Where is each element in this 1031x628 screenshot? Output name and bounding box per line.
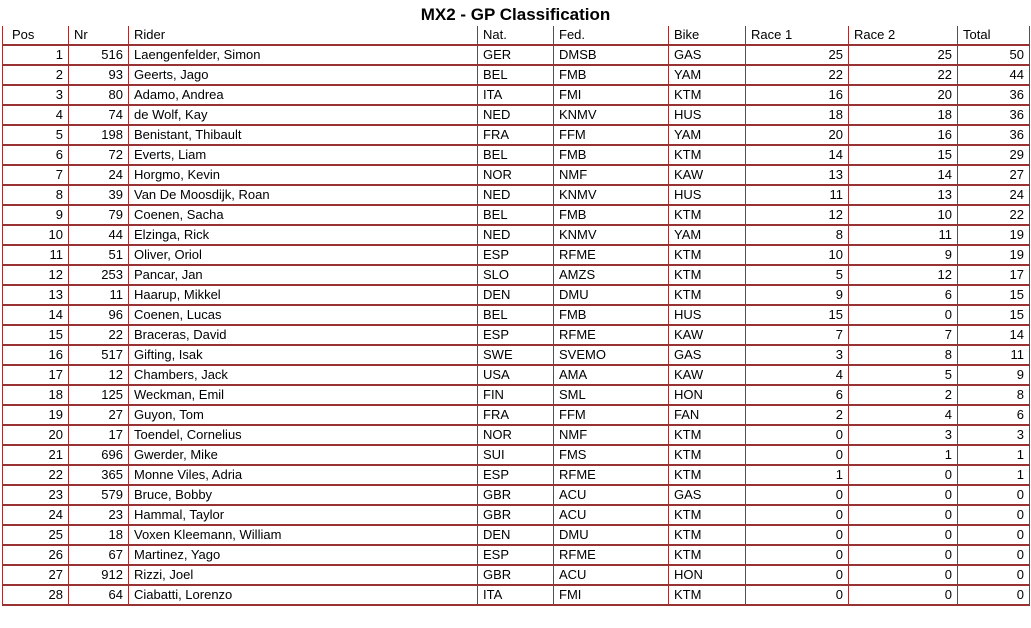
table-row	[3, 405, 1030, 425]
cell-total: 36	[958, 85, 1030, 105]
cell-race1: 22	[746, 65, 849, 85]
cell-rider: Rizzi, Joel	[129, 565, 478, 585]
cell-race2: 0	[849, 305, 958, 325]
cell-nat: DEN	[478, 525, 554, 545]
cell-total: 19	[958, 245, 1030, 265]
cell-race2: 18	[849, 105, 958, 125]
cell-rider: Oliver, Oriol	[129, 245, 478, 265]
cell-race1: 15	[746, 305, 849, 325]
cell-race1: 12	[746, 205, 849, 225]
cell-total: 36	[958, 105, 1030, 125]
cell-bike: KTM	[669, 145, 746, 165]
cell-nr: 198	[69, 125, 129, 145]
cell-fed: NMF	[554, 425, 669, 445]
cell-race2: 1	[849, 445, 958, 465]
cell-pos: 3	[3, 85, 69, 105]
table-row	[3, 165, 1030, 185]
cell-race1: 16	[746, 85, 849, 105]
cell-fed: RFME	[554, 325, 669, 345]
cell-fed: KNMV	[554, 225, 669, 245]
cell-fed: KNMV	[554, 105, 669, 125]
cell-nat: ITA	[478, 85, 554, 105]
cell-race1: 11	[746, 185, 849, 205]
cell-rider: Gwerder, Mike	[129, 445, 478, 465]
cell-pos: 28	[3, 585, 69, 605]
cell-race1: 9	[746, 285, 849, 305]
cell-total: 0	[958, 585, 1030, 605]
cell-rider: Ciabatti, Lorenzo	[129, 585, 478, 605]
cell-pos: 12	[3, 265, 69, 285]
cell-pos: 15	[3, 325, 69, 345]
cell-fed: FMI	[554, 585, 669, 605]
cell-race2: 25	[849, 45, 958, 65]
cell-bike: KTM	[669, 205, 746, 225]
cell-bike: HON	[669, 565, 746, 585]
cell-pos: 21	[3, 445, 69, 465]
cell-race2: 8	[849, 345, 958, 365]
table-row	[3, 225, 1030, 245]
cell-bike: KAW	[669, 165, 746, 185]
cell-race1: 20	[746, 125, 849, 145]
cell-rider: Laengenfelder, Simon	[129, 45, 478, 65]
table-row	[3, 525, 1030, 545]
cell-bike: KTM	[669, 525, 746, 545]
cell-total: 14	[958, 325, 1030, 345]
column-header-rider: Rider	[129, 26, 478, 45]
cell-race1: 0	[746, 585, 849, 605]
cell-total: 36	[958, 125, 1030, 145]
cell-fed: DMU	[554, 285, 669, 305]
cell-fed: ACU	[554, 565, 669, 585]
cell-fed: KNMV	[554, 185, 669, 205]
cell-bike: KAW	[669, 325, 746, 345]
column-header-race2: Race 2	[849, 26, 958, 45]
cell-race2: 0	[849, 485, 958, 505]
cell-rider: Benistant, Thibault	[129, 125, 478, 145]
cell-total: 29	[958, 145, 1030, 165]
cell-rider: Voxen Kleemann, William	[129, 525, 478, 545]
cell-total: 6	[958, 405, 1030, 425]
column-header-nr: Nr	[69, 26, 129, 45]
cell-bike: KTM	[669, 445, 746, 465]
cell-nr: 517	[69, 345, 129, 365]
cell-fed: FMI	[554, 85, 669, 105]
cell-pos: 2	[3, 65, 69, 85]
table-row	[3, 545, 1030, 565]
cell-fed: SML	[554, 385, 669, 405]
cell-race1: 0	[746, 505, 849, 525]
cell-total: 17	[958, 265, 1030, 285]
cell-nr: 516	[69, 45, 129, 65]
cell-race2: 13	[849, 185, 958, 205]
cell-nr: 912	[69, 565, 129, 585]
cell-pos: 10	[3, 225, 69, 245]
cell-nat: USA	[478, 365, 554, 385]
cell-pos: 9	[3, 205, 69, 225]
cell-bike: KTM	[669, 245, 746, 265]
cell-nr: 39	[69, 185, 129, 205]
cell-race2: 12	[849, 265, 958, 285]
table-row	[3, 445, 1030, 465]
classification-table	[2, 26, 1030, 606]
table-row	[3, 105, 1030, 125]
cell-nat: NED	[478, 105, 554, 125]
cell-race1: 0	[746, 445, 849, 465]
cell-nat: DEN	[478, 285, 554, 305]
cell-race1: 0	[746, 525, 849, 545]
cell-race2: 5	[849, 365, 958, 385]
cell-race1: 0	[746, 485, 849, 505]
cell-nat: GER	[478, 45, 554, 65]
cell-nat: NED	[478, 185, 554, 205]
cell-nr: 365	[69, 465, 129, 485]
table-row	[3, 385, 1030, 405]
cell-race2: 16	[849, 125, 958, 145]
cell-total: 19	[958, 225, 1030, 245]
cell-total: 0	[958, 545, 1030, 565]
cell-nat: GBR	[478, 485, 554, 505]
cell-bike: KTM	[669, 465, 746, 485]
cell-nat: BEL	[478, 145, 554, 165]
cell-fed: ACU	[554, 485, 669, 505]
header-row	[3, 26, 1030, 45]
cell-rider: Braceras, David	[129, 325, 478, 345]
cell-rider: Toendel, Cornelius	[129, 425, 478, 445]
cell-nr: 696	[69, 445, 129, 465]
cell-pos: 8	[3, 185, 69, 205]
table-row	[3, 345, 1030, 365]
cell-rider: Weckman, Emil	[129, 385, 478, 405]
cell-total: 50	[958, 45, 1030, 65]
cell-total: 1	[958, 445, 1030, 465]
cell-pos: 5	[3, 125, 69, 145]
cell-fed: FMB	[554, 65, 669, 85]
cell-pos: 26	[3, 545, 69, 565]
cell-race2: 0	[849, 465, 958, 485]
cell-nat: GBR	[478, 505, 554, 525]
cell-bike: HON	[669, 385, 746, 405]
cell-race2: 10	[849, 205, 958, 225]
cell-race2: 14	[849, 165, 958, 185]
table-row	[3, 85, 1030, 105]
cell-fed: AMA	[554, 365, 669, 385]
table-row	[3, 305, 1030, 325]
column-header-race1: Race 1	[746, 26, 849, 45]
table-row	[3, 285, 1030, 305]
cell-nr: 253	[69, 265, 129, 285]
cell-race1: 10	[746, 245, 849, 265]
cell-fed: NMF	[554, 165, 669, 185]
cell-total: 0	[958, 525, 1030, 545]
cell-nr: 22	[69, 325, 129, 345]
cell-rider: Monne Viles, Adria	[129, 465, 478, 485]
cell-pos: 27	[3, 565, 69, 585]
cell-nr: 27	[69, 405, 129, 425]
cell-nr: 79	[69, 205, 129, 225]
cell-bike: KTM	[669, 545, 746, 565]
cell-race2: 0	[849, 585, 958, 605]
cell-fed: FMB	[554, 205, 669, 225]
cell-nat: NED	[478, 225, 554, 245]
cell-race1: 1	[746, 465, 849, 485]
cell-nat: FRA	[478, 405, 554, 425]
cell-fed: RFME	[554, 465, 669, 485]
cell-rider: Gifting, Isak	[129, 345, 478, 365]
cell-nat: FIN	[478, 385, 554, 405]
cell-rider: Geerts, Jago	[129, 65, 478, 85]
cell-fed: AMZS	[554, 265, 669, 285]
cell-total: 24	[958, 185, 1030, 205]
cell-rider: Chambers, Jack	[129, 365, 478, 385]
cell-total: 0	[958, 565, 1030, 585]
cell-nat: ESP	[478, 325, 554, 345]
cell-nat: SUI	[478, 445, 554, 465]
cell-race2: 0	[849, 545, 958, 565]
cell-bike: KTM	[669, 585, 746, 605]
column-header-fed: Fed.	[554, 26, 669, 45]
cell-nat: GBR	[478, 565, 554, 585]
cell-bike: GAS	[669, 345, 746, 365]
cell-nr: 12	[69, 365, 129, 385]
cell-fed: DMSB	[554, 45, 669, 65]
cell-rider: Coenen, Sacha	[129, 205, 478, 225]
results-tbody	[3, 45, 1030, 605]
column-header-bike: Bike	[669, 26, 746, 45]
cell-race1: 2	[746, 405, 849, 425]
table-row	[3, 65, 1030, 85]
cell-bike: GAS	[669, 485, 746, 505]
cell-race1: 6	[746, 385, 849, 405]
cell-nr: 67	[69, 545, 129, 565]
cell-nr: 579	[69, 485, 129, 505]
cell-nr: 17	[69, 425, 129, 445]
cell-pos: 13	[3, 285, 69, 305]
cell-total: 15	[958, 285, 1030, 305]
cell-rider: de Wolf, Kay	[129, 105, 478, 125]
cell-bike: YAM	[669, 125, 746, 145]
table-row	[3, 205, 1030, 225]
cell-total: 8	[958, 385, 1030, 405]
column-header-nat: Nat.	[478, 26, 554, 45]
table-row	[3, 325, 1030, 345]
cell-race2: 0	[849, 505, 958, 525]
cell-race2: 3	[849, 425, 958, 445]
table-row	[3, 45, 1030, 65]
cell-nat: NOR	[478, 425, 554, 445]
cell-nat: BEL	[478, 305, 554, 325]
cell-total: 0	[958, 505, 1030, 525]
cell-nat: ESP	[478, 465, 554, 485]
cell-bike: YAM	[669, 65, 746, 85]
cell-rider: Martinez, Yago	[129, 545, 478, 565]
cell-rider: Haarup, Mikkel	[129, 285, 478, 305]
cell-fed: RFME	[554, 245, 669, 265]
cell-pos: 14	[3, 305, 69, 325]
cell-nat: ESP	[478, 545, 554, 565]
cell-pos: 7	[3, 165, 69, 185]
cell-fed: FMB	[554, 305, 669, 325]
cell-pos: 22	[3, 465, 69, 485]
cell-fed: RFME	[554, 545, 669, 565]
cell-rider: Adamo, Andrea	[129, 85, 478, 105]
cell-race1: 7	[746, 325, 849, 345]
cell-rider: Guyon, Tom	[129, 405, 478, 425]
cell-bike: KTM	[669, 265, 746, 285]
cell-race1: 0	[746, 565, 849, 585]
cell-rider: Van De Moosdijk, Roan	[129, 185, 478, 205]
table-row	[3, 365, 1030, 385]
cell-bike: HUS	[669, 105, 746, 125]
cell-nat: ESP	[478, 245, 554, 265]
table-row	[3, 505, 1030, 525]
cell-rider: Pancar, Jan	[129, 265, 478, 285]
cell-fed: SVEMO	[554, 345, 669, 365]
cell-race2: 4	[849, 405, 958, 425]
cell-total: 22	[958, 205, 1030, 225]
cell-race1: 0	[746, 425, 849, 445]
cell-pos: 11	[3, 245, 69, 265]
cell-total: 11	[958, 345, 1030, 365]
cell-nr: 23	[69, 505, 129, 525]
cell-nr: 11	[69, 285, 129, 305]
cell-pos: 24	[3, 505, 69, 525]
cell-fed: DMU	[554, 525, 669, 545]
cell-total: 3	[958, 425, 1030, 445]
cell-nr: 24	[69, 165, 129, 185]
table-row	[3, 465, 1030, 485]
cell-nat: ITA	[478, 585, 554, 605]
cell-race1: 8	[746, 225, 849, 245]
cell-bike: YAM	[669, 225, 746, 245]
cell-race2: 9	[849, 245, 958, 265]
cell-nat: SWE	[478, 345, 554, 365]
table-row	[3, 245, 1030, 265]
cell-nr: 51	[69, 245, 129, 265]
cell-pos: 16	[3, 345, 69, 365]
cell-race1: 18	[746, 105, 849, 125]
cell-rider: Bruce, Bobby	[129, 485, 478, 505]
table-row	[3, 145, 1030, 165]
cell-rider: Elzinga, Rick	[129, 225, 478, 245]
cell-nr: 18	[69, 525, 129, 545]
cell-bike: KTM	[669, 425, 746, 445]
cell-bike: KTM	[669, 505, 746, 525]
cell-fed: FFM	[554, 405, 669, 425]
cell-bike: KTM	[669, 285, 746, 305]
cell-race2: 2	[849, 385, 958, 405]
cell-nr: 125	[69, 385, 129, 405]
cell-race1: 4	[746, 365, 849, 385]
cell-total: 15	[958, 305, 1030, 325]
cell-total: 9	[958, 365, 1030, 385]
cell-pos: 17	[3, 365, 69, 385]
cell-race1: 13	[746, 165, 849, 185]
table-row	[3, 585, 1030, 605]
cell-bike: KTM	[669, 85, 746, 105]
cell-nr: 72	[69, 145, 129, 165]
cell-bike: KAW	[669, 365, 746, 385]
cell-race2: 0	[849, 565, 958, 585]
cell-nr: 64	[69, 585, 129, 605]
cell-bike: FAN	[669, 405, 746, 425]
cell-pos: 23	[3, 485, 69, 505]
cell-pos: 1	[3, 45, 69, 65]
cell-rider: Horgmo, Kevin	[129, 165, 478, 185]
cell-fed: FMB	[554, 145, 669, 165]
table-row	[3, 425, 1030, 445]
cell-bike: HUS	[669, 305, 746, 325]
column-header-total: Total	[958, 26, 1030, 45]
cell-fed: ACU	[554, 505, 669, 525]
page-title: MX2 - GP Classification	[420, 5, 611, 24]
cell-rider: Hammal, Taylor	[129, 505, 478, 525]
table-row	[3, 265, 1030, 285]
cell-nr: 96	[69, 305, 129, 325]
cell-race2: 22	[849, 65, 958, 85]
cell-race1: 14	[746, 145, 849, 165]
column-header-pos: Pos	[3, 26, 69, 45]
cell-race1: 0	[746, 545, 849, 565]
table-row	[3, 565, 1030, 585]
cell-rider: Coenen, Lucas	[129, 305, 478, 325]
cell-pos: 19	[3, 405, 69, 425]
cell-race1: 3	[746, 345, 849, 365]
cell-nat: BEL	[478, 65, 554, 85]
cell-total: 0	[958, 485, 1030, 505]
cell-race1: 5	[746, 265, 849, 285]
cell-nat: FRA	[478, 125, 554, 145]
cell-fed: FMS	[554, 445, 669, 465]
cell-total: 1	[958, 465, 1030, 485]
cell-nr: 44	[69, 225, 129, 245]
cell-nr: 74	[69, 105, 129, 125]
cell-pos: 25	[3, 525, 69, 545]
table-row	[3, 125, 1030, 145]
cell-pos: 4	[3, 105, 69, 125]
cell-race2: 6	[849, 285, 958, 305]
cell-race2: 15	[849, 145, 958, 165]
cell-nat: NOR	[478, 165, 554, 185]
cell-pos: 18	[3, 385, 69, 405]
cell-total: 27	[958, 165, 1030, 185]
cell-race1: 25	[746, 45, 849, 65]
cell-bike: HUS	[669, 185, 746, 205]
cell-nr: 93	[69, 65, 129, 85]
table-row	[3, 485, 1030, 505]
cell-pos: 6	[3, 145, 69, 165]
cell-race2: 11	[849, 225, 958, 245]
cell-race2: 20	[849, 85, 958, 105]
table-row	[3, 185, 1030, 205]
cell-bike: GAS	[669, 45, 746, 65]
cell-total: 44	[958, 65, 1030, 85]
cell-nat: SLO	[478, 265, 554, 285]
cell-race2: 0	[849, 525, 958, 545]
cell-fed: FFM	[554, 125, 669, 145]
cell-nr: 80	[69, 85, 129, 105]
cell-rider: Everts, Liam	[129, 145, 478, 165]
cell-race2: 7	[849, 325, 958, 345]
cell-pos: 20	[3, 425, 69, 445]
cell-nat: BEL	[478, 205, 554, 225]
